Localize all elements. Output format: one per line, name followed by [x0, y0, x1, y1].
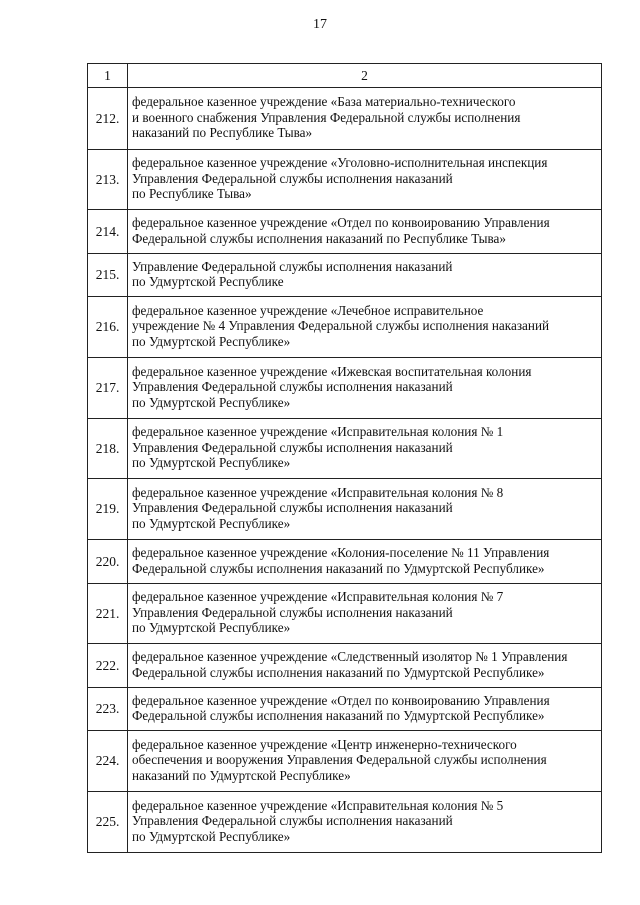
table-row — [88, 150, 602, 210]
row-institution-name: федеральное казенное учреждение «Колония-поселение № 11 Управления Федеральной службы исполнения наказаний по Удмуртской Республике» — [128, 540, 602, 584]
row-number: 219. — [88, 479, 128, 540]
table-body — [88, 88, 602, 853]
row-institution-name: федеральное казенное учреждение «Исправительная колония № 5 Управления Федеральной службы исполнения наказаний по Удмуртской Республике» — [128, 792, 602, 853]
row-institution-name: федеральное казенное учреждение «Исправительная колония № 8 Управления Федеральной службы исполнения наказаний по Удмуртской Республике» — [128, 479, 602, 540]
page-number: 17 — [313, 17, 327, 32]
row-number: 221. — [88, 584, 128, 644]
table-row — [88, 644, 602, 688]
table-header-row — [88, 64, 602, 88]
table-row — [88, 584, 602, 644]
table-row — [88, 792, 602, 853]
table-row — [88, 254, 602, 297]
row-number: 217. — [88, 358, 128, 419]
table-row — [88, 540, 602, 584]
row-institution-name: федеральное казенное учреждение «Уголовно-исполнительная инспекция Управления Федеральной службы исполнения наказаний по Республике Тыва» — [128, 150, 602, 210]
row-number: 225. — [88, 792, 128, 853]
registry-table — [87, 63, 602, 853]
table-row — [88, 731, 602, 792]
row-number: 223. — [88, 688, 128, 731]
row-institution-name: федеральное казенное учреждение «Центр инженерно-технического обеспечения и вооружения Управления Федеральной службы исполнения наказаний по Удмуртской Республике» — [128, 731, 602, 792]
row-number: 220. — [88, 540, 128, 584]
column-header-number: 1 — [88, 64, 128, 88]
row-institution-name: федеральное казенное учреждение «Ижевская воспитательная колония Управления Федеральной службы исполнения наказаний по Удмуртской Республике» — [128, 358, 602, 419]
row-institution-name: федеральное казенное учреждение «Отдел по конвоированию Управления Федеральной службы исполнения наказаний по Республике Тыва» — [128, 210, 602, 254]
row-institution-name: федеральное казенное учреждение «Исправительная колония № 7 Управления Федеральной службы исполнения наказаний по Удмуртской Республике» — [128, 584, 602, 644]
table-row — [88, 88, 602, 150]
row-institution-name: федеральное казенное учреждение «Следственный изолятор № 1 Управления Федеральной службы исполнения наказаний по Удмуртской Республике» — [128, 644, 602, 688]
row-institution-name: федеральное казенное учреждение «База материально-технического и военного снабжения Управления Федеральной службы исполнения наказаний по Республике Тыва» — [128, 88, 602, 150]
row-institution-name: Управление Федеральной службы исполнения наказаний по Удмуртской Республике — [128, 254, 602, 297]
row-number: 213. — [88, 150, 128, 210]
registry-table-wrapper — [87, 63, 601, 853]
row-number: 222. — [88, 644, 128, 688]
row-institution-name: федеральное казенное учреждение «Лечебное исправительное учреждение № 4 Управления Федеральной службы исполнения наказаний по Удмуртской Республике» — [128, 297, 602, 358]
row-number: 224. — [88, 731, 128, 792]
table-row — [88, 419, 602, 479]
row-number: 218. — [88, 419, 128, 479]
table-row — [88, 358, 602, 419]
row-number: 214. — [88, 210, 128, 254]
row-number: 212. — [88, 88, 128, 150]
row-number: 216. — [88, 297, 128, 358]
table-row — [88, 297, 602, 358]
row-institution-name: федеральное казенное учреждение «Исправительная колония № 1 Управления Федеральной службы исполнения наказаний по Удмуртской Республике» — [128, 419, 602, 479]
column-header-name: 2 — [128, 64, 602, 88]
row-institution-name: федеральное казенное учреждение «Отдел по конвоированию Управления Федеральной службы исполнения наказаний по Удмуртской Республике» — [128, 688, 602, 731]
row-number: 215. — [88, 254, 128, 297]
table-row — [88, 210, 602, 254]
table-row — [88, 479, 602, 540]
table-row — [88, 688, 602, 731]
